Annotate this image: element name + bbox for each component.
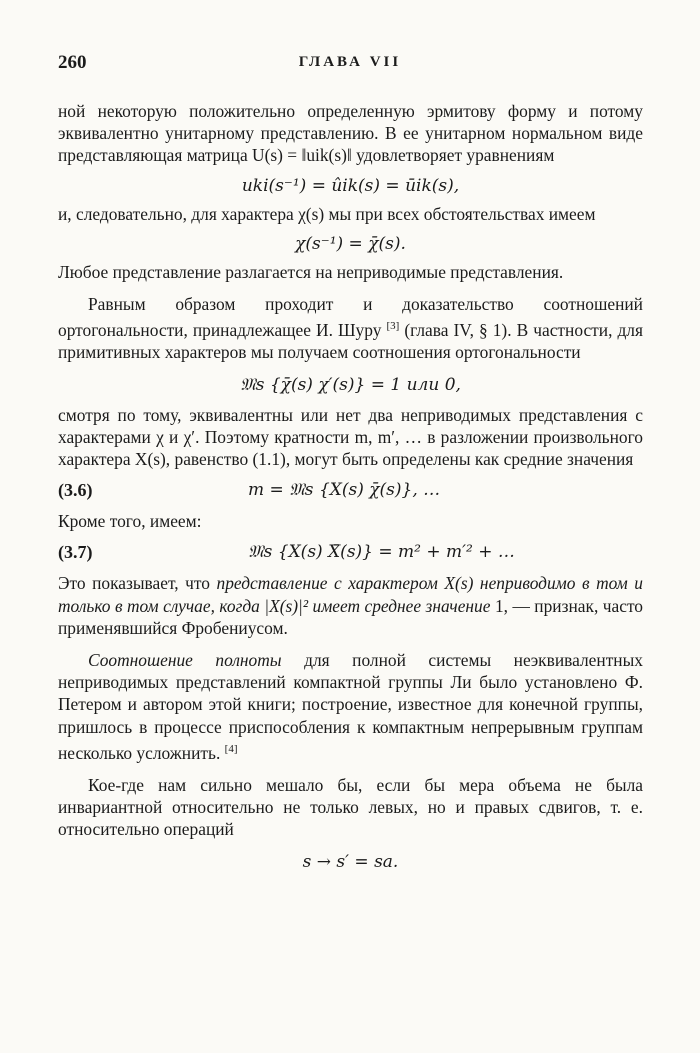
- footnote-ref-4[interactable]: [4]: [224, 742, 238, 755]
- paragraph-4-text: Равным образом проходит и доказательство соотношений ортогональности, принадлежащее И. Шуру: [58, 294, 643, 341]
- paragraph-8-italic: Соотношение полноты: [88, 650, 282, 671]
- equation-number-3-7: (3.7): [58, 542, 93, 563]
- page-header: [58, 52, 642, 80]
- paragraph-7-lead: Это показывает, что: [58, 573, 210, 594]
- paragraph-6: Кроме того, имеем:: [58, 511, 202, 532]
- formula-character-text: χ(s⁻¹) = χ̄(s).: [295, 233, 406, 254]
- page-number: 260: [58, 52, 87, 73]
- paragraph-2: и, следовательно, для характера χ(s) мы при всех обстоятельствах имеем: [58, 203, 596, 224]
- footnote-ref-3[interactable]: [3]: [386, 320, 400, 333]
- page-body: [58, 100, 643, 881]
- paragraph-8: [58, 649, 643, 764]
- equation-number-3-6: (3.6): [58, 480, 93, 501]
- equation-3-7-text: 𝔐s {Χ(s) Χ̄(s)} = m² + m′² + …: [248, 542, 515, 563]
- formula-unitary-text: uki(s⁻¹) = ûik(s) = ūik(s),: [241, 175, 460, 196]
- equation-3-6: [58, 470, 643, 510]
- formula-unitary: [58, 167, 643, 203]
- paragraph-1: ной некоторую положительно определенную эрмитову форму и потому эквивалентно унитарному представлению. В ее унитарном нормальном виде представляющая матрица U(s) = ‖uik(s)‖ удовлетворяет уравнениям: [58, 101, 643, 166]
- paragraph-7: [58, 572, 643, 639]
- equation-3-7: [58, 532, 643, 572]
- paragraph-4-tail: (глава IV, § 1). В частности, для примитивных характеров мы получаем соотношения ортогональности: [58, 320, 643, 363]
- paragraph-4: [58, 293, 643, 364]
- equation-3-6-text: m = 𝔐s {Χ(s) χ̄(s)}, …: [248, 480, 441, 501]
- formula-shift-text: s → s′ = sa.: [302, 851, 399, 872]
- paragraph-9: Кое-где нам сильно мешало бы, если бы мера объема не была инвариантной относительно не только левых, но и правых сдвигов, т. е. относительно операций: [58, 775, 643, 840]
- formula-character: [58, 225, 643, 261]
- paragraph-8-text: для полной системы неэквивалентных неприводимых представлений компактной группы Ли было установлено Ф. Петером и автором этой книги; построение, известное для конечной группы, пришлось в процессе приспособления к компактным непрерывным группам несколько усложнить.: [58, 650, 643, 763]
- paragraph-7-tail: 1, — признак, часто применявшийся Фробениусом.: [58, 595, 644, 638]
- chapter-title: ГЛАВА VII: [298, 54, 402, 70]
- paragraph-3: Любое представление разлагается на неприводимые представления.: [58, 261, 564, 282]
- formula-orthogonality: [58, 364, 643, 404]
- formula-shift: [58, 841, 643, 881]
- paragraph-5: смотря по тому, эквивалентны или нет два неприводимых представления с характерами χ и χ′. Поэтому кратности m, m′, … в разложении произвольного характера Χ(s), равенство (1.1), могут быть определены как средние значения: [58, 404, 643, 470]
- formula-orthogonality-text: 𝔐s {χ̄(s) χ′(s)} = 1 или 0,: [240, 374, 461, 395]
- paragraph-7-italic: представление с характером Χ(s) неприводимо в том и только в том случае, когда |Χ(s)|² имеет среднее значение: [58, 573, 643, 616]
